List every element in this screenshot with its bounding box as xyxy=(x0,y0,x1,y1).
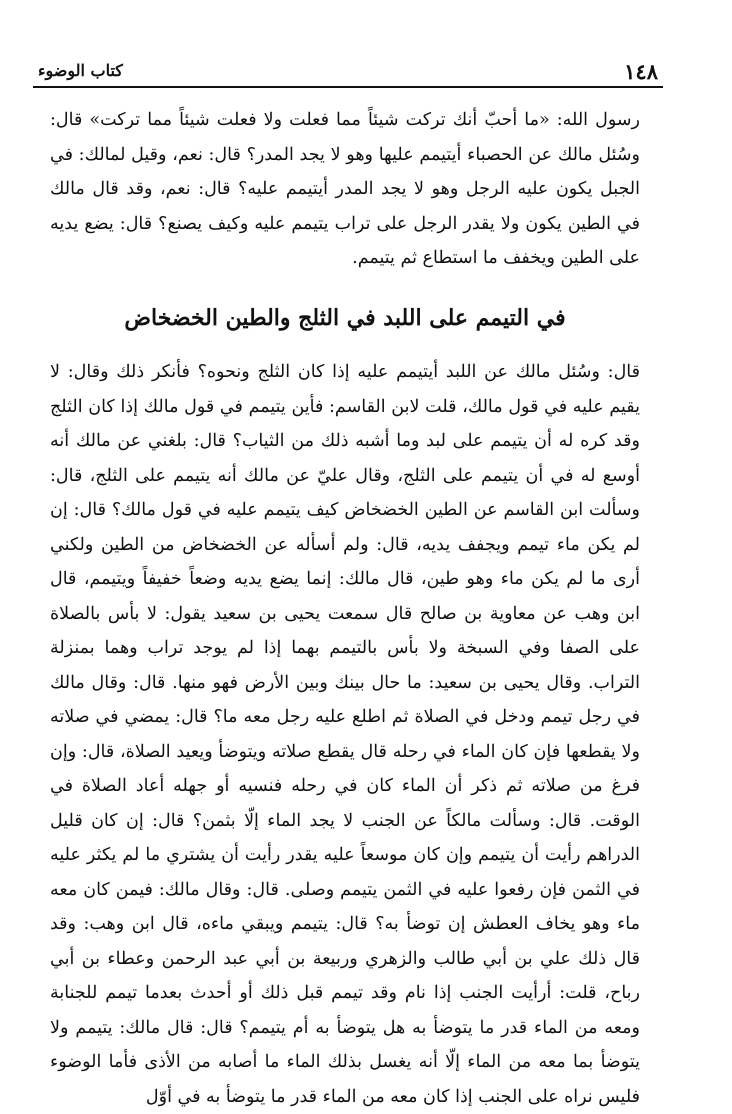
header-divider xyxy=(33,86,663,88)
body-paragraph-1: رسول الله: «ما أحبّ أنك تركت شيئاً مما فعلت ولا فعلت شيئاً مما تركت» قال: وسُئل مالك عن الحصباء أيتيمم عليها وهو لا يجد المدر؟ قال: نعم، وقيل لمالك: في الجبل يكون عليه الرجل وهو لا يجد المدر أيتيمم عليه؟ قال: نعم، وقد قال مالك في الطين يكون ولا يقدر الرجل على تراب يتيمم عليه وكيف يصنع؟ قال: يضع يديه على الطين ويخفف ما استطاع ثم يتيمم. xyxy=(50,110,640,268)
section-heading: في التيمم على اللبد في الثلج والطين الخضخاض xyxy=(124,305,566,331)
body-paragraph-2: قال: وسُئل مالك عن اللبد أيتيمم عليه إذا كان الثلج ونحوه؟ فأنكر ذلك وقال: لا يقيم عليه في قول مالك، قلت لابن القاسم: فأين يتيمم في قول مالك إذا كان الثلج وقد كره له أن يتيمم على لبد وما أشبه ذلك من الثياب؟ قال: بلغني عن مالك أنه أوسع له في أن يتيمم على الثلج، وقال عليّ عن مالك أنه يتيمم على الثلج، قال: وسألت ابن القاسم عن الطين الخضخاض كيف يتيمم عليه في قول مالك؟ قال: إن لم يكن ماء تيمم ويجفف يديه، قال: ولم أسأله عن الخضخاض من الطين ولكني أرى ما لم يكن ماء وهو طين، قال مالك: إنما يضع يديه وضعاً خفيفاً ويتيمم، قال ابن وهب عن معاوية بن صالح قال سمعت يحيى بن سعيد يقول: لا بأس بالصلاة على الصفا وفي السبخة ولا بأس بالتيمم بهما إذا لم يوجد تراب وهما بمنزلة التراب. وقال يحيى بن سعيد: ما حال بينك وبين الأرض فهو منها. قال: وقال مالك في رجل تيمم ودخل في الصلاة ثم اطلع عليه رجل معه ما؟ قال: يمضي في صلاته ولا يقطعها فإن كان الماء في رحله قال يقطع صلاته ويتوضأ ويعيد الصلاة، قال: وإن فرغ من صلاته ثم ذكر أن الماء كان في رحله فنسيه أو جهله أعاد الصلاة في الوقت. قال: وسألت مالكاً عن الجنب لا يجد الماء إلّا بثمن؟ قال: إن كان قليل الدراهم رأيت أن يتيمم وإن كان موسعاً عليه يقدر رأيت أن يشتري ما لم يكثر عليه في الثمن فإن رفعوا عليه في الثمن يتيمم وصلى. قال: وقال مالك: فيمن كان معه ماء وهو يخاف العطش إن توضأ به؟ قال: يتيمم ويبقي ماءه، قال ابن وهب: وقد قال ذلك علي بن أبي طالب والزهري وربيعة بن أبي عبد الرحمن وعطاء بن أبي رباح، قلت: أرأيت الجنب إذا نام وقد تيمم قبل ذلك أو أحدث بعدما تيمم للجنابة ومعه من الماء قدر ما يتوضأ به هل يتوضأ به أم يتيمم؟ قال: قال مالك: يتيمم ولا يتوضأ بما معه من الماء إلّا أنه يغسل بذلك الماء ما أصابه من الأذى فأما الوضوء فليس نراه على الجنب إذا كان معه من الماء قدر ما يتوضأ به في أوّل xyxy=(50,362,640,1107)
running-header xyxy=(38,55,658,83)
page-number: ١٤٨ xyxy=(624,59,658,84)
book-title: كتاب الوضوء xyxy=(38,61,123,80)
